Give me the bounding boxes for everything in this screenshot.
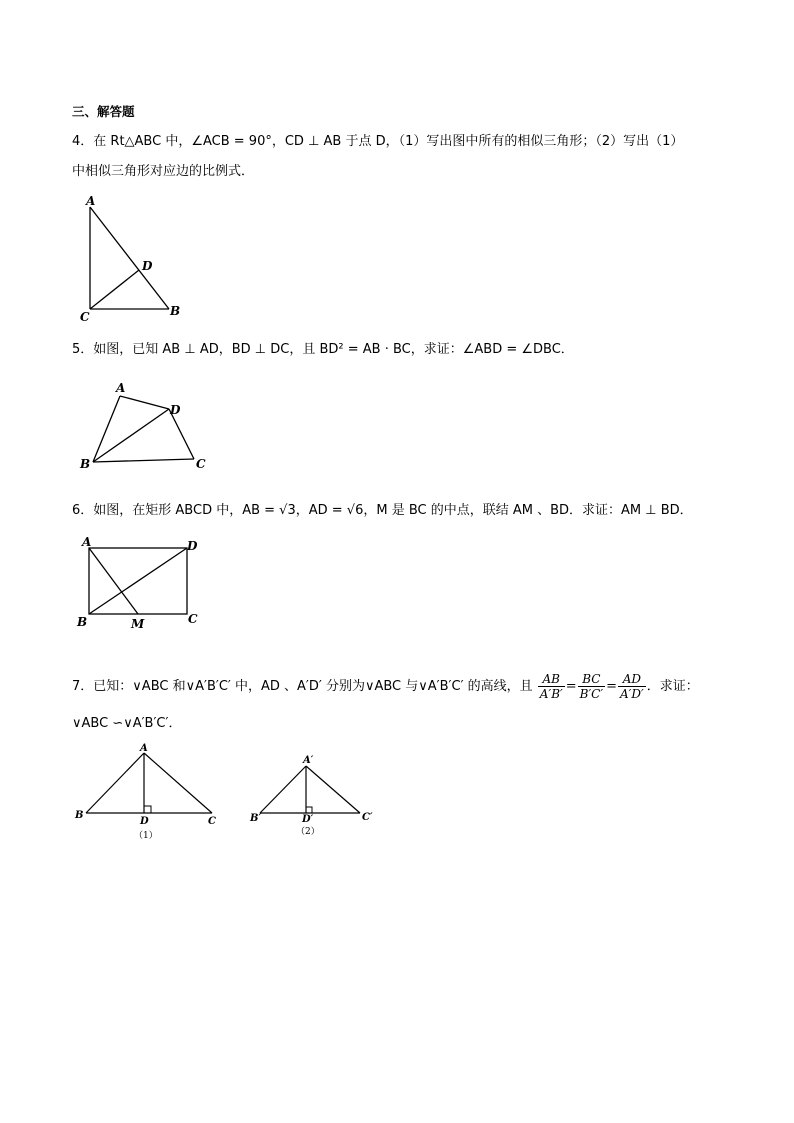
label-b: B	[75, 810, 84, 821]
label-c: C	[188, 612, 198, 626]
segment-a1c1	[306, 766, 360, 813]
label-b: B	[170, 304, 181, 318]
figure-caption: （1）	[134, 831, 158, 841]
question-5-figure	[72, 376, 222, 476]
question-7-line-1	[72, 670, 699, 704]
question-7-figure-2	[249, 755, 373, 837]
figure-caption: （2）	[296, 827, 320, 837]
label-a: A	[86, 194, 96, 208]
label-d-prime: D′	[302, 814, 314, 825]
fraction-ab-over-a1b1	[538, 672, 565, 701]
question-5-line-1	[72, 341, 574, 359]
segment-bc	[93, 459, 194, 462]
fraction-numerator: AD	[618, 672, 646, 687]
question-7-line-2: ∨ABC ∽∨A′B′C′．	[72, 716, 182, 731]
label-d: D	[170, 403, 181, 417]
label-c: C	[80, 310, 90, 324]
label-c: C	[208, 816, 216, 827]
segment-ac	[144, 753, 212, 813]
segment-ab	[90, 207, 169, 309]
question-5-text: 如图，已知 AB ⊥ AD，BD ⊥ DC，且 BD² = AB · BC，求证：∠ABD = ∠DBC．	[93, 342, 574, 357]
fraction-denominator: A′B′	[539, 687, 563, 701]
question-4-line-2: 中相似三角形对应边的比例式．	[72, 164, 255, 179]
label-d: D	[140, 816, 149, 827]
fraction-numerator: AB	[538, 672, 565, 687]
question-7-text-a: 已知：∨ABC 和∨A′B′C′ 中，AD 、A′D′ 分别为∨ABC 与∨A′B′C′ 的高线，且	[93, 679, 533, 694]
right-angle-mark	[144, 806, 151, 813]
question-4-line-1	[72, 133, 683, 151]
segment-bd	[89, 548, 187, 614]
fraction-denominator: A′D′	[620, 687, 644, 701]
question-6-text: 如图，在矩形 ABCD 中，AB = √3，AD = √6，M 是 BC 的中点，联结 AM 、BD．求证：AM ⊥ BD．	[93, 503, 693, 518]
fraction-bc-over-b1c1	[578, 672, 605, 701]
fraction-ad-over-a1d1	[618, 672, 646, 701]
label-d: D	[187, 539, 198, 553]
label-c-prime: C′	[362, 812, 373, 823]
question-5-number: 5．	[72, 342, 94, 357]
segment-ab	[86, 753, 144, 813]
fraction-denominator: B′C′	[579, 687, 604, 701]
label-a: A	[116, 381, 126, 395]
equals-sign: =	[565, 679, 577, 694]
question-6-number: 6．	[72, 503, 94, 518]
question-7-figures	[72, 740, 392, 845]
label-a: A	[82, 535, 92, 549]
question-6-line-1	[72, 502, 693, 520]
question-4-figure	[72, 193, 192, 328]
section-title: 三、解答题	[72, 104, 135, 119]
question-4-text: 在 Rt△ABC 中，∠ACB = 90°，CD ⊥ AB 于点 D，（1）写出图中所有的相似三角形；（2）写出（1）	[93, 134, 684, 149]
question-4-number: 4．	[72, 134, 94, 149]
question-7-number: 7．	[72, 679, 94, 694]
label-b: B	[80, 457, 91, 471]
label-b-prime: B′	[250, 813, 262, 824]
question-7-figure-1	[74, 743, 216, 841]
equals-sign: =	[606, 679, 617, 694]
segment-ad	[120, 396, 169, 409]
fraction-numerator: BC	[578, 672, 605, 687]
question-6-figure	[72, 533, 212, 631]
segment-am	[89, 548, 138, 614]
segment-a1b1	[260, 766, 306, 813]
label-m: M	[131, 617, 145, 631]
label-b: B	[77, 615, 88, 629]
label-a: A	[140, 743, 148, 754]
label-d: D	[142, 259, 153, 273]
label-a-prime: A′	[303, 755, 314, 766]
question-7-text-b: ．求证：	[646, 679, 699, 694]
label-c: C	[196, 457, 206, 471]
right-angle-mark	[306, 807, 312, 813]
segment-cd	[90, 270, 139, 309]
